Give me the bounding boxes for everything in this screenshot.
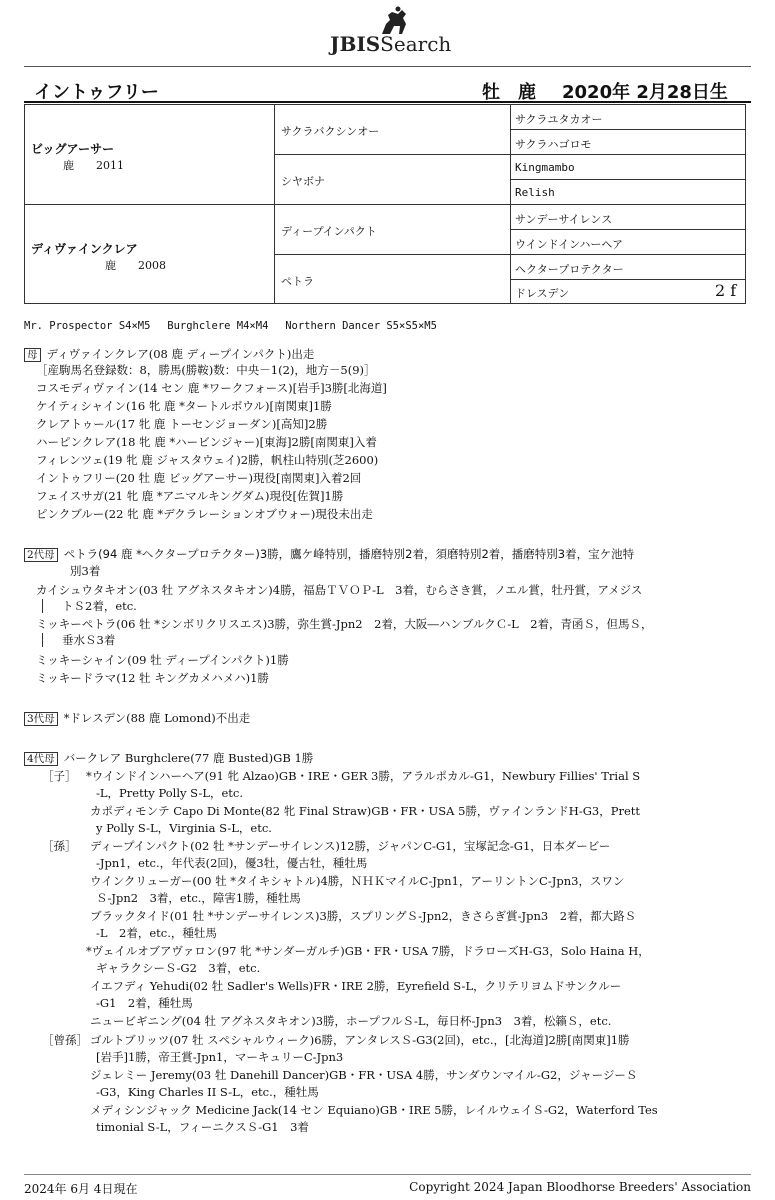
- gen2-sire-dam[interactable]: シヤボナ: [281, 175, 325, 188]
- list-item[interactable]: フェイスサガ(21 牝 鹿 *アニマルキングダム)現役[佐賀]1勝: [36, 489, 344, 503]
- gen2-dam-sire[interactable]: ディープインパクト: [281, 225, 377, 238]
- gen3-heading: [24, 710, 250, 726]
- list-item[interactable]: フィレンツェ(19 牝 鹿 ジャスタウェイ)2勝，帆柱山特別(芝2600): [36, 453, 379, 467]
- list-item[interactable]: ミッキーペトラ(06 牡 *シンボリクリスエス)3勝，弥生賞-Jpn2 2着，大阪―ハンブルクＣ-L 2着，青函Ｓ，但馬Ｓ，: [36, 617, 653, 631]
- dam-color: 鹿: [105, 259, 116, 272]
- list-item-cont: ギャラクシーＳ-G2 3着，etc.: [96, 961, 261, 975]
- list-item[interactable]: クレアトゥール(17 牝 鹿 トーセンジョーダン)[高知]2勝: [36, 417, 328, 431]
- dam-record: ディヴァインクレア(08 鹿 ディープインパクト)出走: [46, 347, 315, 361]
- sire-year: 2011: [96, 159, 124, 172]
- gen4-heading: [24, 750, 313, 766]
- jbis-search-logo[interactable]: [330, 6, 460, 54]
- sire-color: 鹿: [63, 159, 74, 172]
- gen3-dam-record: *ドレスデン(88 鹿 Lomond)不出走: [63, 711, 251, 725]
- gen2-dam-dam[interactable]: ペトラ: [281, 275, 314, 288]
- gen2-dam-record: ペトラ(94 鹿 *ヘクタープロテクター)3勝，鷹ケ峰特別，播磨特別2着，須磨特別2着，播磨特別3着，宝ケ池特: [63, 547, 635, 561]
- horse-name: イントゥフリー: [34, 82, 159, 103]
- list-item[interactable]: ニュービギニング(04 牡 アグネスタキオン)3勝，ホープフルＳ-L，毎日杯-Jpn3 3着，松籟Ｓ，etc.: [90, 1014, 612, 1028]
- list-item[interactable]: カイシュウタキオン(03 牡 アグネスタキオン)4勝，福島ＴＶＯＰ-L 3着，むらさき賞，ノエル賞，牡丹賞，アメジス: [36, 583, 643, 597]
- great-grandchildren-label: ［曾孫］: [42, 1033, 88, 1047]
- gen3-3[interactable]: Kingmambo: [515, 161, 575, 174]
- gen3-2[interactable]: サクラハゴロモ: [515, 138, 592, 151]
- offspring-label: ［子］: [42, 769, 77, 783]
- list-item[interactable]: ブラックタイド(01 牡 *サンデーサイレンス)3勝，スプリングＳ-Jpn2，きさらぎ賞-Jpn3 2着，都大路Ｓ: [90, 909, 637, 923]
- grandchildren-label: ［孫］: [42, 839, 77, 853]
- title-rule: [24, 101, 751, 103]
- list-item-cont: -G1 2着，種牡馬: [96, 996, 193, 1010]
- list-item-cont: -L 2着，etc.，種牡馬: [96, 926, 217, 940]
- list-item[interactable]: メディシンジャック Medicine Jack(14 セン Equiano)GB・IRE 5勝，レイルウェイＳ-G2，Waterford Tes: [90, 1103, 658, 1117]
- dam-produce-summary: ［産駒馬名登録数：8，勝馬(勝鞍)数：中央－1(2)，地方－5(9)］: [36, 363, 376, 377]
- sire-name[interactable]: ビッグアーサー: [31, 142, 115, 156]
- gen4-dam-record: バークレア Burghclere(77 鹿 Busted)GB 1勝: [63, 751, 314, 765]
- copyright: Copyright 2024 Japan Bloodhorse Breeders' Association: [409, 1180, 751, 1194]
- list-item[interactable]: ジェレミー Jeremy(03 牡 Danehill Dancer)GB・FR・USA 4勝，サンダウンマイル-G2，ジャージーＳ: [90, 1068, 638, 1082]
- dam-name[interactable]: ディヴァインクレア: [31, 242, 138, 256]
- birth-date: 2020年 2月28日生: [562, 82, 728, 103]
- list-item-cont: y Polly S-L，Virginia S-L，etc.: [96, 821, 272, 835]
- gen3-8[interactable]: ドレスデン: [515, 287, 570, 300]
- dam-heading: [24, 346, 314, 362]
- list-item-cont: timonial S-L，フィーニクスＳ-G1 3着: [96, 1120, 309, 1134]
- gen2-sire-sire[interactable]: サクラバクシンオー: [281, 125, 380, 138]
- horse-color: 鹿: [518, 82, 536, 103]
- list-item[interactable]: ウインクリューガー(00 牡 *タイキシャトル)4勝，ＮＨＫマイルC-Jpn1，アーリントンC-Jpn3，スワン: [90, 874, 625, 888]
- list-item[interactable]: ケイティシャイン(16 牝 鹿 *タートルボウル)[南関東]1勝: [36, 399, 332, 413]
- footer-rule: [24, 1174, 751, 1175]
- list-item-cont: 垂水Ｓ3着: [62, 633, 116, 647]
- dam-cell: [31, 240, 166, 273]
- list-item[interactable]: イエフディ Yehudi(02 牡 Sadler's Wells)FR・IRE 2勝，Eyrefield S-L，クリテリヨムドサンクルー: [90, 979, 622, 993]
- list-item[interactable]: コスモディヴァイン(14 セン 鹿 *ワークフォース)[岩手]3勝[北海道]: [36, 381, 387, 395]
- pedigree-table: [24, 104, 746, 304]
- header-rule: [24, 66, 751, 67]
- list-item[interactable]: ディープインパクト(02 牡 *サンデーサイレンス)12勝，ジャパンC-G1，宝塚記念-G1，日本ダービー: [90, 839, 611, 853]
- gen4-tag: 4代母: [24, 752, 58, 766]
- gen3-5[interactable]: サンデーサイレンス: [515, 213, 613, 226]
- list-item[interactable]: ゴルトブリッツ(07 牡 スペシャルウィーク)6勝，アンタレスＳ-G3(2回)，etc.，[北海道]2勝[南関東]1勝: [90, 1033, 630, 1047]
- as-of-date: 2024年 6月 4日現在: [24, 1182, 138, 1196]
- logo-jbis: JBIS: [330, 32, 381, 56]
- gen3-4[interactable]: Relish: [515, 186, 555, 199]
- list-item-cont: -Jpn1，etc.，年代表(2回)，優3牡，優古牡，種牡馬: [96, 856, 368, 870]
- gen3-6[interactable]: ウインドインハーヘア: [515, 238, 624, 251]
- list-item-cont: Ｓ-Jpn2 3着，etc.，障害1勝，種牡馬: [96, 891, 301, 905]
- gen3-tag: 3代母: [24, 712, 58, 726]
- gen2-heading: [24, 546, 634, 562]
- list-item-cont: -G3，King Charles II S-L，etc.，種牡馬: [96, 1085, 319, 1099]
- list-item[interactable]: カポディモンテ Capo Di Monte(82 牝 Final Straw)GB・FR・USA 5勝，ヴァインランドH-G3，Prett: [90, 804, 640, 818]
- sire-cell: [31, 140, 124, 173]
- list-item[interactable]: ピンクブルー(22 牝 鹿 *デクラレーションオブウォー)現役未出走: [36, 507, 373, 521]
- list-item-cont: トＳ2着，etc.: [62, 599, 137, 613]
- list-item[interactable]: イントゥフリー(20 牡 鹿 ビッグアーサー)現役[南関東]入着2回: [36, 471, 362, 485]
- list-item[interactable]: ミッキードラマ(12 牡 キングカメハメハ)1勝: [36, 671, 269, 685]
- list-item[interactable]: *ウインドインハーヘア(91 牝 Alzao)GB・IRE・GER 3勝，アラルポカル-G1，Newbury Fillies' Trial S: [86, 769, 641, 783]
- horse-sex: 牡: [482, 82, 500, 103]
- list-item[interactable]: ミッキーシャイン(09 牡 ディープインパクト)1勝: [36, 653, 289, 667]
- family-number: 2 f: [715, 281, 737, 300]
- dam-tag: 母: [24, 348, 41, 362]
- gen2-tag: 2代母: [24, 548, 58, 562]
- gen3-1[interactable]: サクラユタカオー: [515, 113, 603, 126]
- list-item[interactable]: ハーピンクレア(18 牝 鹿 *ハービンジャー)[東海]2勝[南関東]入着: [36, 435, 377, 449]
- gen3-7[interactable]: ヘクタープロテクター: [515, 263, 624, 276]
- list-item[interactable]: *ヴェイルオブアヴァロン(97 牝 *サンダーガルチ)GB・FR・USA 7勝，ドラローズH-G3，Solo Haina H，: [86, 944, 650, 958]
- list-item-cont: [岩手]1勝，帝王賞-Jpn1，マーキュリーC-Jpn3: [96, 1050, 344, 1064]
- logo-search: Search: [380, 32, 452, 56]
- list-item-cont: -L，Pretty Polly S-L，etc.: [96, 786, 244, 800]
- dam-year: 2008: [138, 259, 166, 272]
- gen2-dam-record-cont: 別3着: [70, 564, 101, 578]
- inbreeding-line: Mr. Prospector S4×M5 Burghclere M4×M4 Northern Dancer S5×S5×M5: [24, 320, 437, 332]
